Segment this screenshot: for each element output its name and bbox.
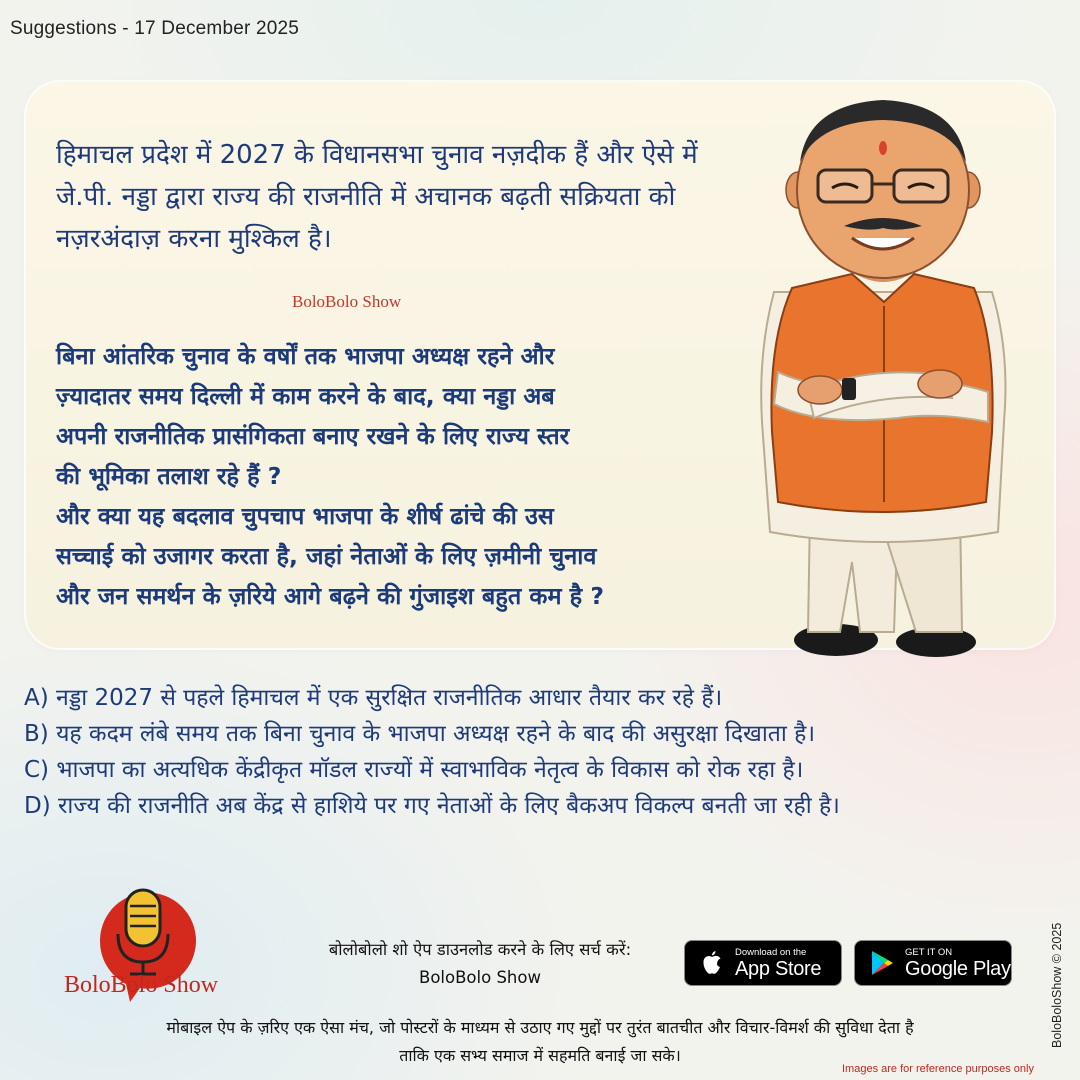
- tagline: [20, 1014, 1060, 1070]
- search-hint-app-name: BoloBolo Show: [419, 968, 541, 987]
- google-play-button[interactable]: [854, 940, 1012, 986]
- question-line: सच्चाई को उजागर करता है, जहां नेताओं के लिए ज़मीनी चुनाव: [56, 542, 597, 570]
- question-text: [56, 336, 746, 616]
- politician-caricature: [748, 92, 1016, 664]
- answer-options: [24, 680, 1064, 824]
- disclaimer: Images are for reference purposes only: [842, 1063, 1034, 1075]
- brand-watermark: BoloBolo Show: [292, 292, 402, 311]
- google-play-icon: [867, 948, 897, 978]
- tagline-line: ताकि एक सभ्य समाज में सहमति बनाई जा सके।: [399, 1046, 681, 1065]
- option-d[interactable]: D) राज्य की राजनीति अब केंद्र से हाशिये पर गए नेताओं के लिए बैकअप विकल्प बनती जा रही है।: [24, 793, 840, 819]
- date-label: Suggestions - 17 December 2025: [10, 18, 300, 39]
- apple-icon: [697, 948, 727, 978]
- question-line: की भूमिका तलाश रहे हैं ?: [56, 462, 282, 490]
- search-hint: [280, 936, 680, 992]
- question-line: और जन समर्थन के ज़रिये आगे बढ़ने की गुंजाइश बहुत कम है ?: [56, 582, 604, 610]
- search-hint-line: बोलोबोलो शो ऐप डाउनलोड करने के लिए सर्च करें:: [328, 940, 632, 959]
- app-store-small-text: Download on the: [735, 946, 807, 958]
- option-b[interactable]: B) यह कदम लंबे समय तक बिना चुनाव के भाजपा अध्यक्ष रहने के बाद की असुरक्षा दिखाता है।: [24, 721, 816, 747]
- question-line: अपनी राजनीतिक प्रासंगिकता बनाए रखने के लिए राज्य स्तर: [56, 422, 570, 450]
- question-line: और क्या यह बदलाव चुपचाप भाजपा के शीर्ष ढांचे की उस: [56, 502, 554, 530]
- app-store-button[interactable]: [684, 940, 842, 986]
- logo-text: BoloBolo Show: [64, 972, 219, 998]
- intro-text: हिमाचल प्रदेश में 2027 के विधानसभा चुनाव नज़दीक हैं और ऐसे में जे.पी. नड्डा द्वारा राज्य की राजनीति में अचानक बढ़ती सक्रियता को नज़रअंदाज़ करना मुश्किल है।: [56, 140, 698, 254]
- question-line: ज़्यादातर समय दिल्ली में काम करने के बाद, क्या नड्डा अब: [56, 382, 555, 410]
- option-c[interactable]: C) भाजपा का अत्यधिक केंद्रीकृत मॉडल राज्यों में स्वाभाविक नेतृत्व के विकास को रोक रहा है।: [24, 757, 804, 783]
- tagline-line: मोबाइल ऐप के ज़रिए एक ऐसा मंच, जो पोस्टरों के माध्यम से उठाए गए मुद्दों पर तुरंत बातचीत और विचार-विमर्श की सुविधा देता है: [166, 1018, 914, 1037]
- google-play-small-text: GET IT ON: [905, 946, 953, 958]
- question-line: बिना आंतरिक चुनाव के वर्षों तक भाजपा अध्यक्ष रहने और: [56, 342, 555, 370]
- copyright: BoloBoloShow © 2025: [1050, 922, 1064, 1048]
- google-play-label: Google Play: [905, 957, 1011, 980]
- option-a[interactable]: A) नड्डा 2027 से पहले हिमाचल में एक सुरक्षित राजनीतिक आधार तैयार कर रहे हैं।: [24, 685, 723, 711]
- app-store-label: App Store: [735, 957, 822, 980]
